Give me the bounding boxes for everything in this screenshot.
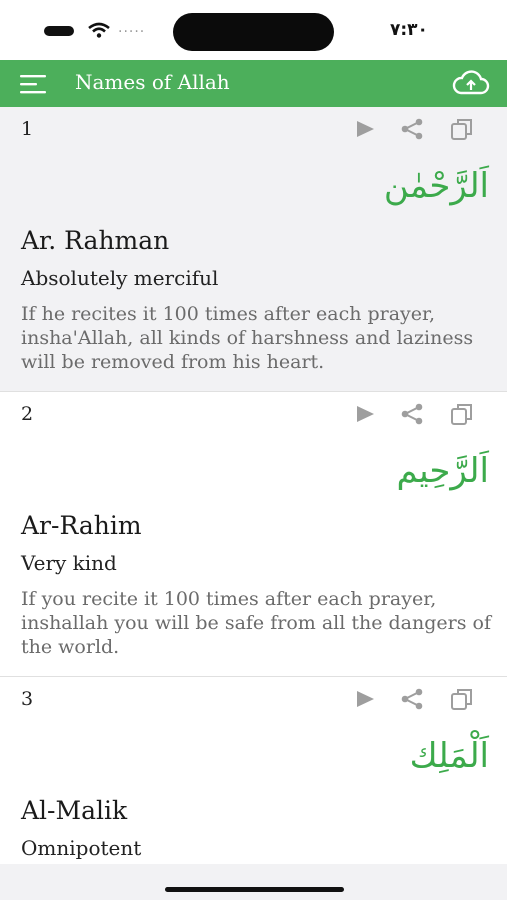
meaning: Very kind bbox=[21, 551, 117, 575]
page-title: Names of Allah bbox=[75, 70, 230, 94]
transliteration: Al-Malik bbox=[21, 796, 128, 825]
play-icon[interactable] bbox=[353, 687, 377, 711]
meaning: Omnipotent bbox=[21, 836, 142, 860]
menu-icon[interactable] bbox=[20, 74, 48, 94]
home-indicator[interactable] bbox=[165, 887, 344, 892]
status-time: ٧:٣٠ bbox=[390, 20, 428, 40]
copy-icon[interactable] bbox=[450, 117, 474, 141]
arabic-name: اَلرَّحِيم bbox=[396, 451, 489, 491]
arabic-name: اَلْمَلِك bbox=[409, 736, 489, 776]
signal-icon bbox=[44, 25, 78, 37]
transliteration: Ar. Rahman bbox=[21, 226, 170, 255]
play-icon[interactable] bbox=[353, 402, 377, 426]
copy-icon[interactable] bbox=[450, 402, 474, 426]
arabic-name: اَلرَّحْمٰن bbox=[383, 166, 489, 206]
status-bar bbox=[0, 0, 507, 60]
play-icon[interactable] bbox=[353, 117, 377, 141]
benefit-text: If he recites it 100 times after each prayer, insha'Allah, all kinds of harshness and laziness will be removed from his heart. bbox=[21, 303, 474, 373]
wifi-icon bbox=[88, 22, 110, 38]
cloud-upload-icon[interactable] bbox=[452, 70, 490, 98]
benefit-text: If you recite it 100 times after each prayer, inshallah you will be safe from all the dangers of the world. bbox=[21, 588, 491, 658]
share-icon[interactable] bbox=[400, 687, 424, 711]
carrier-dots: ..... bbox=[118, 20, 146, 36]
share-icon[interactable] bbox=[400, 402, 424, 426]
dynamic-island bbox=[173, 13, 334, 51]
name-number: 2 bbox=[21, 403, 34, 425]
share-icon[interactable] bbox=[400, 117, 424, 141]
meaning: Absolutely merciful bbox=[21, 266, 219, 290]
transliteration: Ar-Rahim bbox=[21, 511, 142, 540]
copy-icon[interactable] bbox=[450, 687, 474, 711]
name-number: 3 bbox=[21, 688, 34, 710]
home-bar-area bbox=[0, 864, 507, 900]
name-number: 1 bbox=[21, 118, 34, 140]
